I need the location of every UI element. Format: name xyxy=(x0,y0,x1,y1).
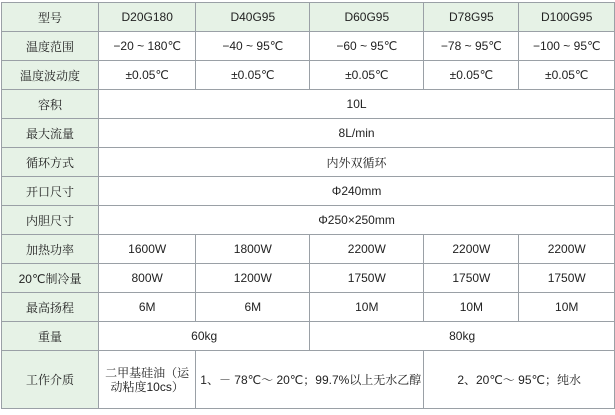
row-label: 加热功率 xyxy=(2,235,99,264)
table-cell: ±0.05℃ xyxy=(196,61,310,90)
table-cell: Φ240mm xyxy=(99,177,615,206)
table-cell: 1、－ 78℃～ 20℃；99.7%以上无水乙醇 xyxy=(196,351,424,409)
table-cell: 60kg xyxy=(99,322,310,351)
table-row-circulation xyxy=(2,148,615,177)
table-cell: ±0.05℃ xyxy=(99,61,196,90)
row-label: 容积 xyxy=(2,90,99,119)
table-row-volume xyxy=(2,90,615,119)
table-cell: 6M xyxy=(99,293,196,322)
table-cell: 10M xyxy=(519,293,615,322)
row-label: 最大流量 xyxy=(2,119,99,148)
table-cell: 800W xyxy=(99,264,196,293)
table-row-opening xyxy=(2,177,615,206)
table-cell: 10M xyxy=(424,293,519,322)
table-cell: 1750W xyxy=(424,264,519,293)
table-cell: 2、20℃～ 95℃；纯水 xyxy=(424,351,615,409)
table-row-heating xyxy=(2,235,615,264)
row-label: 循环方式 xyxy=(2,148,99,177)
row-label: 重量 xyxy=(2,322,99,351)
table-row-temp-fluct xyxy=(2,61,615,90)
table-cell: −20 ~ 180℃ xyxy=(99,32,196,61)
table-cell: −40 ~ 95℃ xyxy=(196,32,310,61)
model-name: D100G95 xyxy=(519,3,615,32)
model-name: D60G95 xyxy=(310,3,424,32)
row-label: 温度波动度 xyxy=(2,61,99,90)
table-cell: 80kg xyxy=(310,322,615,351)
table-cell: 2200W xyxy=(424,235,519,264)
table-row-medium xyxy=(2,351,615,409)
table-row-lift xyxy=(2,293,615,322)
table-cell: 二甲基硅油（运动粘度10cs） xyxy=(99,351,196,409)
table-cell: 6M xyxy=(196,293,310,322)
table-cell: 1800W xyxy=(196,235,310,264)
model-name: D20G180 xyxy=(99,3,196,32)
model-name: D40G95 xyxy=(196,3,310,32)
table-row-temp-range xyxy=(2,32,615,61)
table-cell: 1750W xyxy=(519,264,615,293)
row-label: 工作介质 xyxy=(2,351,99,409)
table-cell: 2200W xyxy=(310,235,424,264)
table-cell: −60 ~ 95℃ xyxy=(310,32,424,61)
row-label: 内胆尺寸 xyxy=(2,206,99,235)
table-cell: 1200W xyxy=(196,264,310,293)
table-cell: −78 ~ 95℃ xyxy=(424,32,519,61)
table-cell: 8L/min xyxy=(99,119,615,148)
table-cell: ±0.05℃ xyxy=(519,61,615,90)
table-cell: 1600W xyxy=(99,235,196,264)
table-cell: ±0.05℃ xyxy=(424,61,519,90)
row-label: 温度范围 xyxy=(2,32,99,61)
table-row-inner-tank xyxy=(2,206,615,235)
table-cell: Φ250×250mm xyxy=(99,206,615,235)
table-cell: 10M xyxy=(310,293,424,322)
header-label: 型号 xyxy=(2,3,99,32)
row-label: 开口尺寸 xyxy=(2,177,99,206)
table-cell: −100 ~ 95℃ xyxy=(519,32,615,61)
table-cell: 10L xyxy=(99,90,615,119)
spec-table xyxy=(1,2,615,409)
table-header-row xyxy=(2,3,615,32)
model-name: D78G95 xyxy=(424,3,519,32)
table-row-max-flow xyxy=(2,119,615,148)
table-cell: 内外双循环 xyxy=(99,148,615,177)
row-label: 最高扬程 xyxy=(2,293,99,322)
table-cell: 1750W xyxy=(310,264,424,293)
table-cell: 2200W xyxy=(519,235,615,264)
table-cell: ±0.05℃ xyxy=(310,61,424,90)
row-label: 20℃制冷量 xyxy=(2,264,99,293)
table-row-weight xyxy=(2,322,615,351)
table-row-cooling xyxy=(2,264,615,293)
